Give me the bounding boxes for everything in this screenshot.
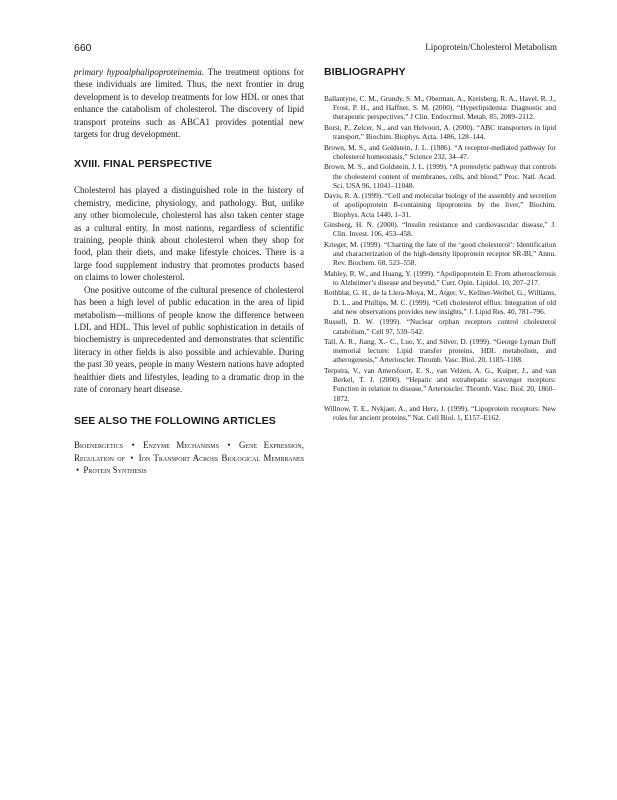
bibliography-entry: Tall, A. R., Jiang, X.- C., Luo, Y., and Silver, D. (1999). “George Lyman Duff memorial lecture: Lipid transfer proteins, HDL metabolism, and atherogenesis,” Arterioscler. Thromb. Vasc. Biol. 20, 1185–1188. (324, 337, 556, 365)
bibliography-heading: BIBLIOGRAPHY (324, 66, 406, 78)
bibliography-entry: Mahley, R. W., and Huang, Y. (1999). “Apolipoprotein E: From atherosclerosis to Alzheimer’s disease and beyond,” Curr. Opin. Lipidol. 10, 207–217. (324, 268, 556, 287)
bibliography-entry: Willnow, T. E., Nykjaer, A., and Herz, J. (1999). “Lipoprotein receptors: New roles for ancient proteins,” Nat. Cell Biol. 1, E157–E162. (324, 404, 556, 423)
bullet-separator: • (130, 452, 134, 463)
page-number: 660 (74, 42, 92, 54)
bibliography-entry: Borst, P., Zelcer, N., and van Helvoort, A. (2000). “ABC transporters in lipid transport,” Biochim. Biophys. Acta. 1486, 128–144. (324, 122, 556, 142)
running-head: Lipoprotein/Cholesterol Metabolism (425, 42, 557, 52)
see-also-link-bioenergetics[interactable]: Bioenergetics (74, 440, 123, 451)
final-perspective-paragraph-1: Cholesterol has played a distinguished role in the history of chemistry, medicine, physiology, and pathology. But, unlike any other biomolecule, cholesterol has also taken center stage as a cultural entity. In most nations, regardless of scientific training, people think about cholesterol when they shop for food, plan their diets, and make lifestyle choices. There is a large food supplement industry that promotes products based on claims to lower cholesterol. (74, 185, 304, 283)
bibliography-entry: Brown, M. S., and Goldstein, J. L. (1999). “A proteolytic pathway that controls the cholesterol content of membranes, cells, and blood,” Proc. Natl. Acad. Sci. USA 96, 11041–11048. (324, 162, 556, 190)
intro-italic-term: primary hypoalphalipoproteinemia. (74, 67, 205, 77)
intro-text: The treatment options for these individuals are limited. Thus, the next frontier in drug development is to develop treatments for low HDL or ones that enhance the catabolism of cholesterol. The discovery of lipid transport proteins such as ABCA1 provides potential new targets for drug development. (74, 67, 305, 140)
bullet-separator: • (227, 440, 231, 451)
bibliography-entry: Terpstra, V., van Amersfoort, E. S., van Velzen, A. G., Kuiper, J., and van Berkel, T. J. (2000). “Hepatic and extrahepatic scavenger receptors: Function in relation to disease,” Arterioscler. Thromb. Vasc. Biol. 20, 1860–1872. (324, 365, 556, 403)
bibliography-entry: Rothblat, G. H., de la Llera-Moya, M., Atger, V., Kellner-Weibel, G., Williams, D. L., and Phillips, M. C. (1999). “Cell cholesterol efflux: Integration of old and new observations provides new insights,” J. Lipid Res. 40, 781–796. (324, 288, 556, 316)
bullet-separator: • (131, 440, 135, 451)
bibliography-entry: Russell, D. W. (1999). “Nuclear orphan receptors control cholesterol catabolism,” Cell 97, 539–542. (324, 317, 556, 336)
intro-paragraph (74, 66, 304, 140)
bibliography-entry: Brown, M. S., and Goldstein, J. L. (1986). “A receptor-mediated pathway for cholesterol homeostasis,” Science 232, 34–47. (324, 142, 556, 161)
page-header (74, 42, 557, 56)
bibliography-entry: Ballantyne, C. M., Grundy, S. M., Oberman, A., Kreisberg, R. A., Havel, R. J., Frost, P. H., and Haffner, S. M. (2000). “Hyperlipidemia: Diagnostic and therapeutic perspectives,” J Clin. Endocrinol. Metab. 85, 2089–2112. (324, 94, 556, 122)
see-also-heading: SEE ALSO THE FOLLOWING ARTICLES (74, 415, 276, 428)
bullet-separator: • (76, 465, 80, 476)
see-also-list (74, 439, 304, 476)
bibliography-entry: Ginsberg, H. N. (2000). “Insulin resistance and cardiovascular disease,” J. Clin. Invest. 106, 453–458. (324, 220, 556, 239)
right-column (324, 66, 556, 424)
final-perspective-heading: XVIII. FINAL PERSPECTIVE (74, 158, 213, 171)
left-column (74, 66, 304, 477)
final-perspective-paragraph-2: One positive outcome of the cultural presence of cholesterol has been a high level of public education in the area of lipid metabolism—millions of people know the difference between LDL and HDL. This level of public sophistication in details of biochemistry is unprecedented and demonstrates that scientific literacy in other fields is also possible and achievable. During the past 30 years, people in many Western nations have adopted healthier diets and lifestyles, leading to a dramatic drop in the rate of coronary heart disease. (74, 284, 304, 394)
bibliography-entry: Davis, R. A. (1999). “Cell and molecular biology of the assembly and secretion of apolipoprotein B-containing lipoproteins by the liver,” Biochim. Biophys. Acta 1440, 1–31. (324, 191, 556, 219)
bibliography-entry: Krieger, M. (1999). “Charting the fate of the ‘good cholesterol’: Identification and characterization of the high-density lipoprotein receptor SR-BI,” Annu. Rev. Biochem. 68, 523–558. (324, 239, 556, 268)
see-also-link-enzyme-mechanisms[interactable]: Enzyme Mechanisms (143, 440, 219, 451)
see-also-link-ion-transport[interactable]: Ion Transport Across Biological Membranes (138, 452, 305, 463)
bibliography-list (324, 94, 556, 422)
see-also-link-protein-synthesis[interactable]: Protein Synthesis (83, 465, 147, 476)
see-also-link-gene-expression[interactable]: Gene Expression, Regulation of (74, 440, 305, 463)
